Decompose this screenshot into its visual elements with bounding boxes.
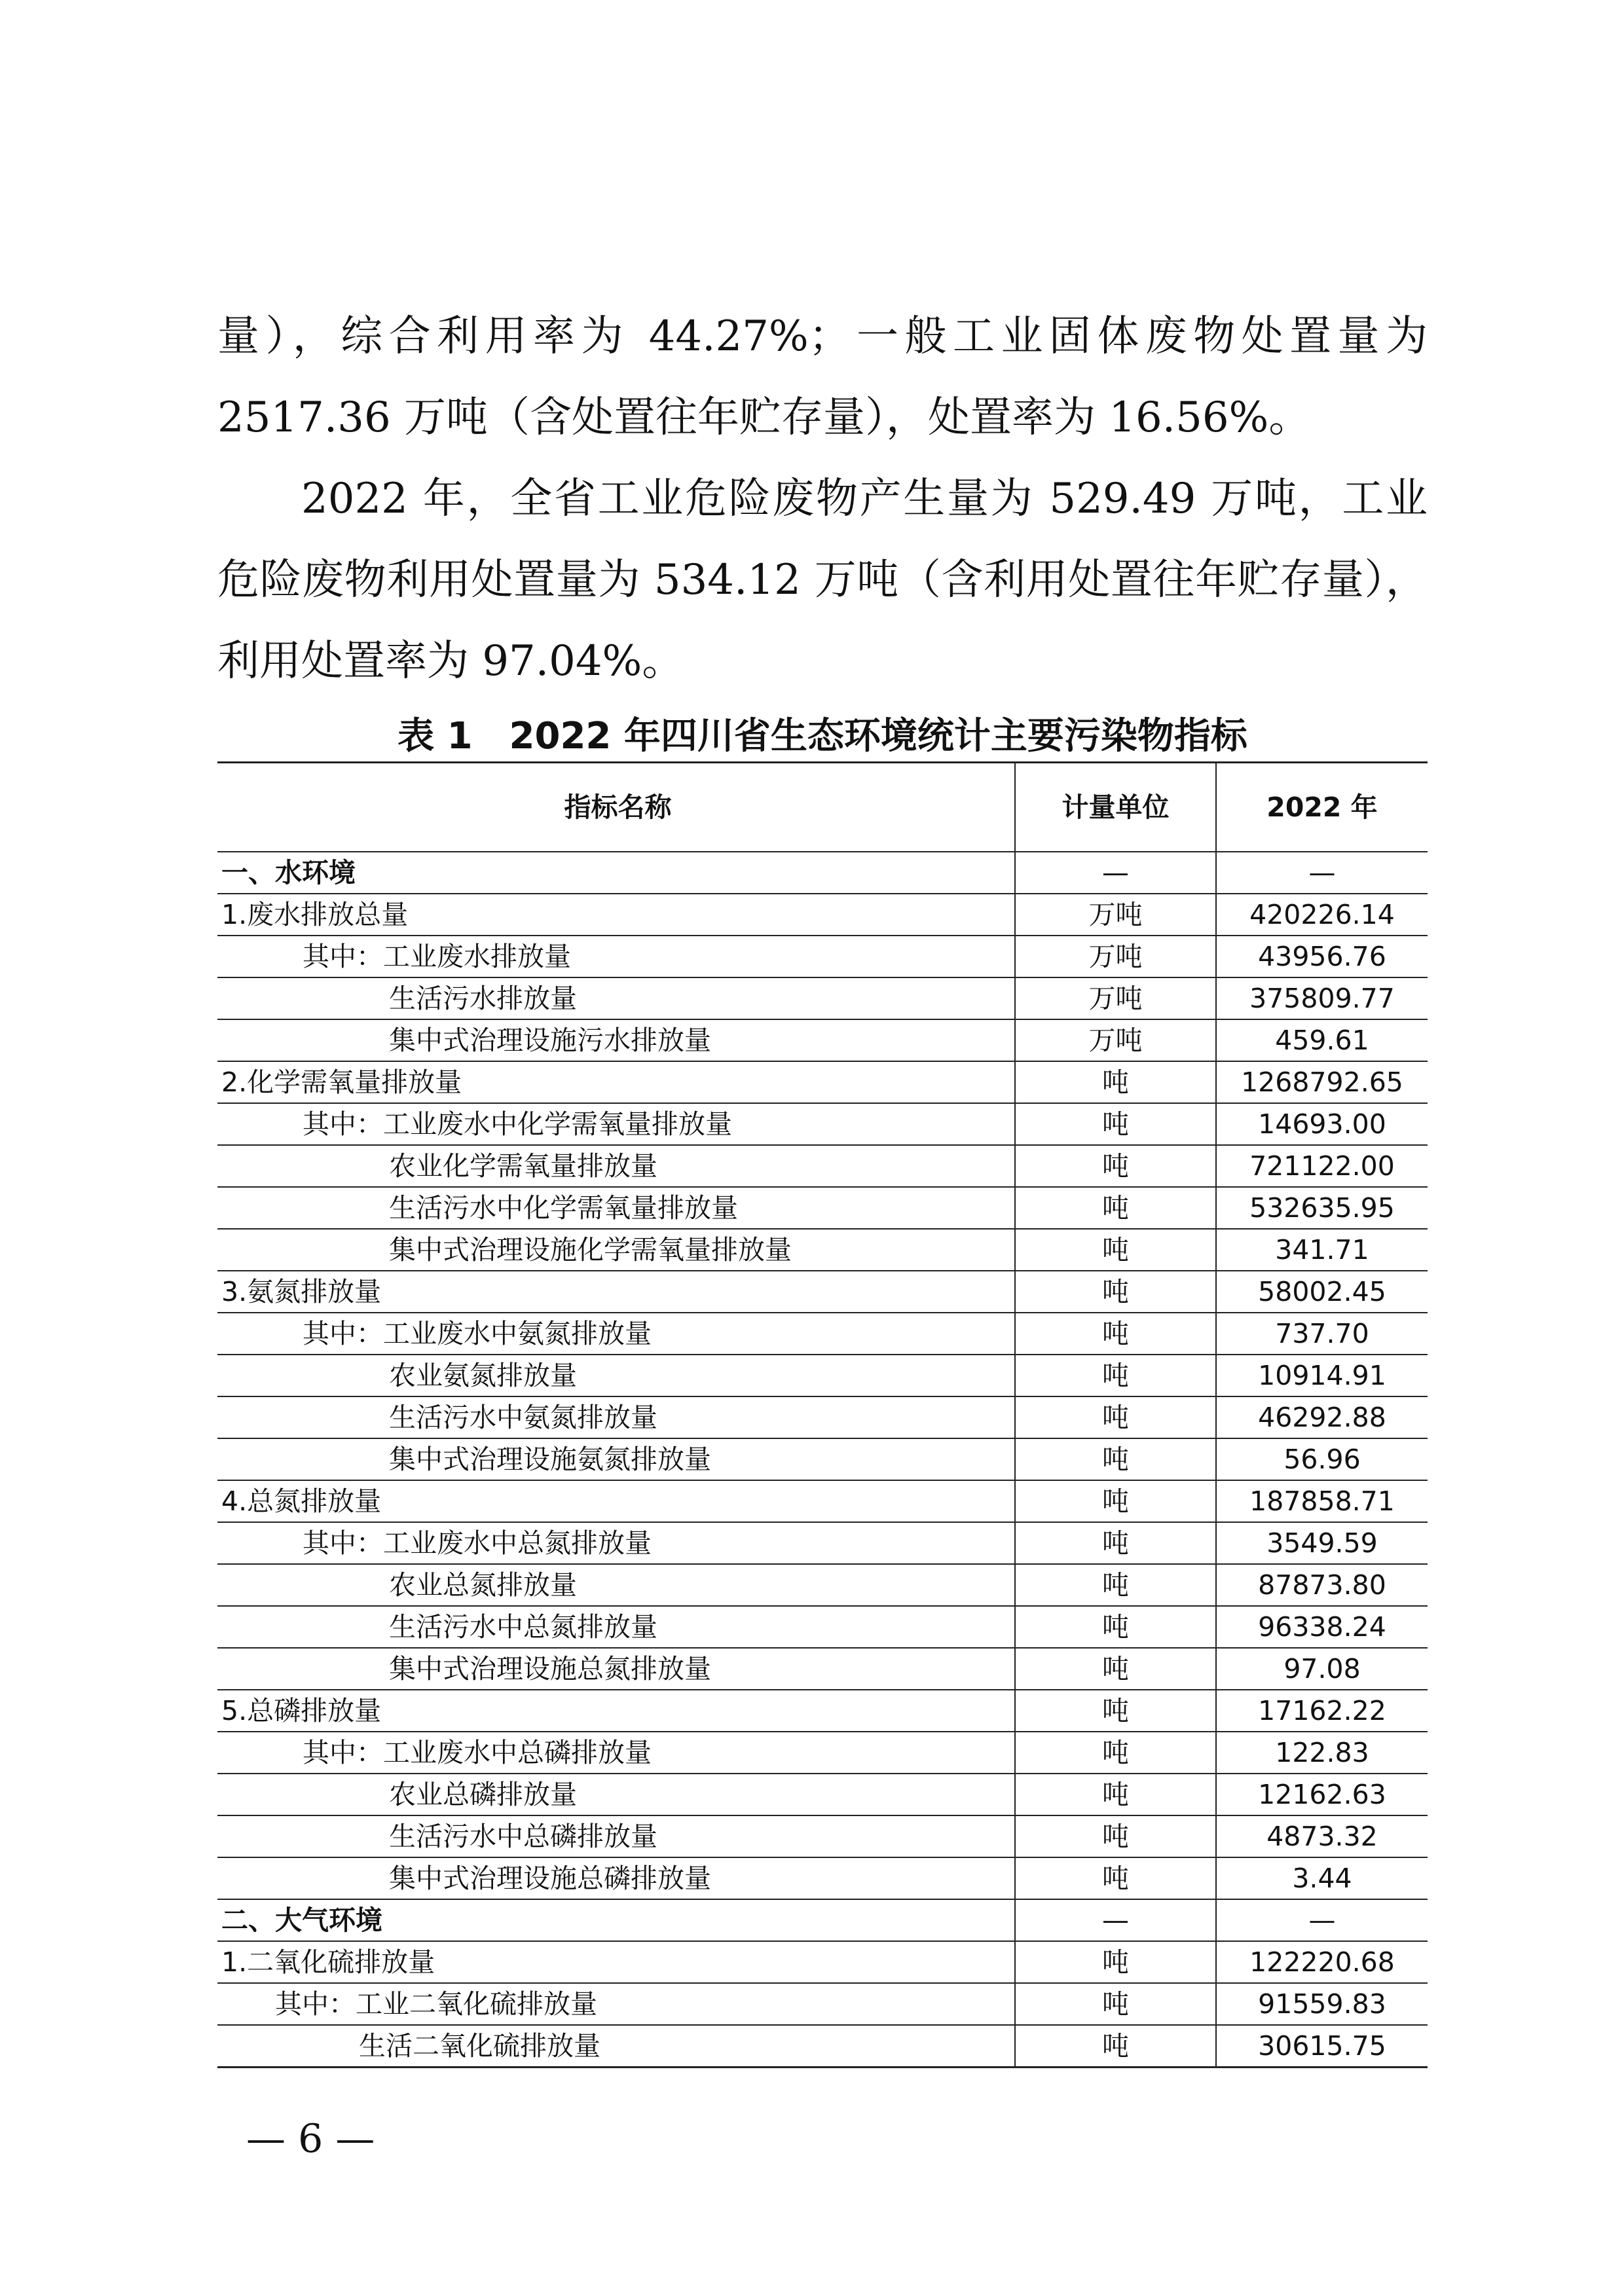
indicator-name-cell: 生活污水排放量: [217, 977, 1015, 1019]
indicator-name-cell: 集中式治理设施化学需氧量排放量: [217, 1229, 1015, 1271]
indicator-name-cell: 其中：工业废水中总磷排放量: [217, 1732, 1015, 1774]
value-cell: 56.96: [1216, 1438, 1428, 1480]
value-cell: —: [1216, 1899, 1428, 1941]
table-row: [217, 1564, 1428, 1606]
indicator-name-cell: 生活污水中总氮排放量: [217, 1606, 1015, 1648]
unit-cell: 吨: [1015, 1522, 1216, 1564]
table-row: [217, 1899, 1428, 1941]
unit-cell: 吨: [1015, 1857, 1216, 1899]
table-row: [217, 1145, 1428, 1187]
unit-cell: 吨: [1015, 1271, 1216, 1313]
indicator-name-cell: 农业化学需氧量排放量: [217, 1145, 1015, 1187]
table-row: [217, 1774, 1428, 1815]
table-row: [217, 852, 1428, 894]
value-cell: 10914.91: [1216, 1355, 1428, 1396]
value-cell: 97.08: [1216, 1648, 1428, 1690]
unit-cell: 吨: [1015, 1103, 1216, 1145]
indicator-name-cell: 农业总磷排放量: [217, 1774, 1015, 1815]
value-cell: 532635.95: [1216, 1187, 1428, 1229]
value-cell: 721122.00: [1216, 1145, 1428, 1187]
unit-cell: —: [1015, 1899, 1216, 1941]
unit-cell: 吨: [1015, 1732, 1216, 1774]
unit-cell: 吨: [1015, 1564, 1216, 1606]
indicator-name-cell: 生活污水中总磷排放量: [217, 1815, 1015, 1857]
value-cell: 96338.24: [1216, 1606, 1428, 1648]
indicator-name-cell: 农业总氮排放量: [217, 1564, 1015, 1606]
body-paragraph-2: 2022 年，全省工业危险废物产生量为 529.49 万吨，工业危险废物利用处置量为 534.12 万吨（含利用处置往年贮存量），利用处置率为 97.04%。: [217, 475, 1428, 685]
indicator-name-cell: 集中式治理设施氨氮排放量: [217, 1438, 1015, 1480]
indicator-name-cell: 其中：工业二氧化硫排放量: [217, 1983, 1015, 2025]
table-header-row: [217, 763, 1428, 852]
value-cell: 122.83: [1216, 1732, 1428, 1774]
value-cell: 12162.63: [1216, 1774, 1428, 1815]
pollutant-indicator-table: [217, 761, 1428, 2068]
indicator-name-cell: 其中：工业废水中氨氮排放量: [217, 1313, 1015, 1355]
unit-cell: 吨: [1015, 1438, 1216, 1480]
value-cell: 420226.14: [1216, 894, 1428, 936]
unit-cell: 吨: [1015, 1396, 1216, 1438]
value-cell: 4873.32: [1216, 1815, 1428, 1857]
value-cell: 1268792.65: [1216, 1061, 1428, 1103]
value-cell: 122220.68: [1216, 1941, 1428, 1983]
indicator-name-cell: 集中式治理设施总氮排放量: [217, 1648, 1015, 1690]
indicator-name-cell: 其中：工业废水中总氮排放量: [217, 1522, 1015, 1564]
table-row: [217, 1480, 1428, 1522]
unit-cell: 吨: [1015, 1187, 1216, 1229]
table-row: [217, 1438, 1428, 1480]
table-row: [217, 1522, 1428, 1564]
table-row: [217, 1187, 1428, 1229]
unit-cell: 吨: [1015, 1480, 1216, 1522]
table-row: [217, 1983, 1428, 2025]
value-cell: 3549.59: [1216, 1522, 1428, 1564]
page-number: — 6 —: [246, 2116, 375, 2162]
value-cell: 87873.80: [1216, 1564, 1428, 1606]
header-indicator-name: 指标名称: [217, 763, 1015, 852]
table-row: [217, 1732, 1428, 1774]
indicator-name-cell: 集中式治理设施污水排放量: [217, 1019, 1015, 1061]
value-cell: 341.71: [1216, 1229, 1428, 1271]
indicator-name-cell: 一、水环境: [217, 852, 1015, 894]
table-row: [217, 1606, 1428, 1648]
table-row: [217, 1690, 1428, 1732]
unit-cell: 万吨: [1015, 1019, 1216, 1061]
table-row: [217, 1857, 1428, 1899]
indicator-name-cell: 3.氨氮排放量: [217, 1271, 1015, 1313]
value-cell: 375809.77: [1216, 977, 1428, 1019]
table-row: [217, 1313, 1428, 1355]
value-cell: 17162.22: [1216, 1690, 1428, 1732]
value-cell: 58002.45: [1216, 1271, 1428, 1313]
header-unit: 计量单位: [1015, 763, 1216, 852]
indicator-name-cell: 集中式治理设施总磷排放量: [217, 1857, 1015, 1899]
unit-cell: 吨: [1015, 1061, 1216, 1103]
table-row: [217, 894, 1428, 936]
table-row: [217, 1941, 1428, 1983]
indicator-name-cell: 2.化学需氧量排放量: [217, 1061, 1015, 1103]
unit-cell: 吨: [1015, 1815, 1216, 1857]
table-row: [217, 977, 1428, 1019]
value-cell: 30615.75: [1216, 2025, 1428, 2068]
unit-cell: 吨: [1015, 1145, 1216, 1187]
unit-cell: 吨: [1015, 1606, 1216, 1648]
table-row: [217, 1061, 1428, 1103]
table-row: [217, 1271, 1428, 1313]
indicator-name-cell: 生活二氧化硫排放量: [217, 2025, 1015, 2068]
header-year: 2022 年: [1216, 763, 1428, 852]
table-row: [217, 1648, 1428, 1690]
value-cell: 14693.00: [1216, 1103, 1428, 1145]
unit-cell: 吨: [1015, 1313, 1216, 1355]
indicator-name-cell: 4.总氮排放量: [217, 1480, 1015, 1522]
indicator-name-cell: 生活污水中氨氮排放量: [217, 1396, 1015, 1438]
body-paragraph-1: 量），综合利用率为 44.27%；一般工业固体废物处置量为 2517.36 万吨（含处置往年贮存量），处置率为 16.56%。: [217, 312, 1441, 442]
unit-cell: 万吨: [1015, 977, 1216, 1019]
table-row: [217, 936, 1428, 977]
indicator-name-cell: 农业氨氮排放量: [217, 1355, 1015, 1396]
indicator-name-cell: 生活污水中化学需氧量排放量: [217, 1187, 1015, 1229]
unit-cell: 吨: [1015, 1941, 1216, 1983]
table-row: [217, 1103, 1428, 1145]
table-row: [217, 1019, 1428, 1061]
unit-cell: 万吨: [1015, 936, 1216, 977]
indicator-name-cell: 其中：工业废水排放量: [217, 936, 1015, 977]
value-cell: 737.70: [1216, 1313, 1428, 1355]
indicator-name-cell: 其中：工业废水中化学需氧量排放量: [217, 1103, 1015, 1145]
table-row: [217, 1396, 1428, 1438]
table-row: [217, 1229, 1428, 1271]
table-row: [217, 2025, 1428, 2068]
unit-cell: 吨: [1015, 2025, 1216, 2068]
value-cell: 43956.76: [1216, 936, 1428, 977]
value-cell: 3.44: [1216, 1857, 1428, 1899]
value-cell: —: [1216, 852, 1428, 894]
unit-cell: 吨: [1015, 1229, 1216, 1271]
table-row: [217, 1355, 1428, 1396]
indicator-name-cell: 5.总磷排放量: [217, 1690, 1015, 1732]
value-cell: 91559.83: [1216, 1983, 1428, 2025]
unit-cell: 吨: [1015, 1983, 1216, 2025]
value-cell: 46292.88: [1216, 1396, 1428, 1438]
table-title: 表 1 2022 年四川省生态环境统计主要污染物指标: [397, 715, 1247, 757]
unit-cell: 吨: [1015, 1355, 1216, 1396]
unit-cell: —: [1015, 852, 1216, 894]
unit-cell: 万吨: [1015, 894, 1216, 936]
value-cell: 187858.71: [1216, 1480, 1428, 1522]
indicator-name-cell: 二、大气环境: [217, 1899, 1015, 1941]
indicator-name-cell: 1.二氧化硫排放量: [217, 1941, 1015, 1983]
value-cell: 459.61: [1216, 1019, 1428, 1061]
unit-cell: 吨: [1015, 1690, 1216, 1732]
unit-cell: 吨: [1015, 1774, 1216, 1815]
unit-cell: 吨: [1015, 1648, 1216, 1690]
table-row: [217, 1815, 1428, 1857]
indicator-name-cell: 1.废水排放总量: [217, 894, 1015, 936]
